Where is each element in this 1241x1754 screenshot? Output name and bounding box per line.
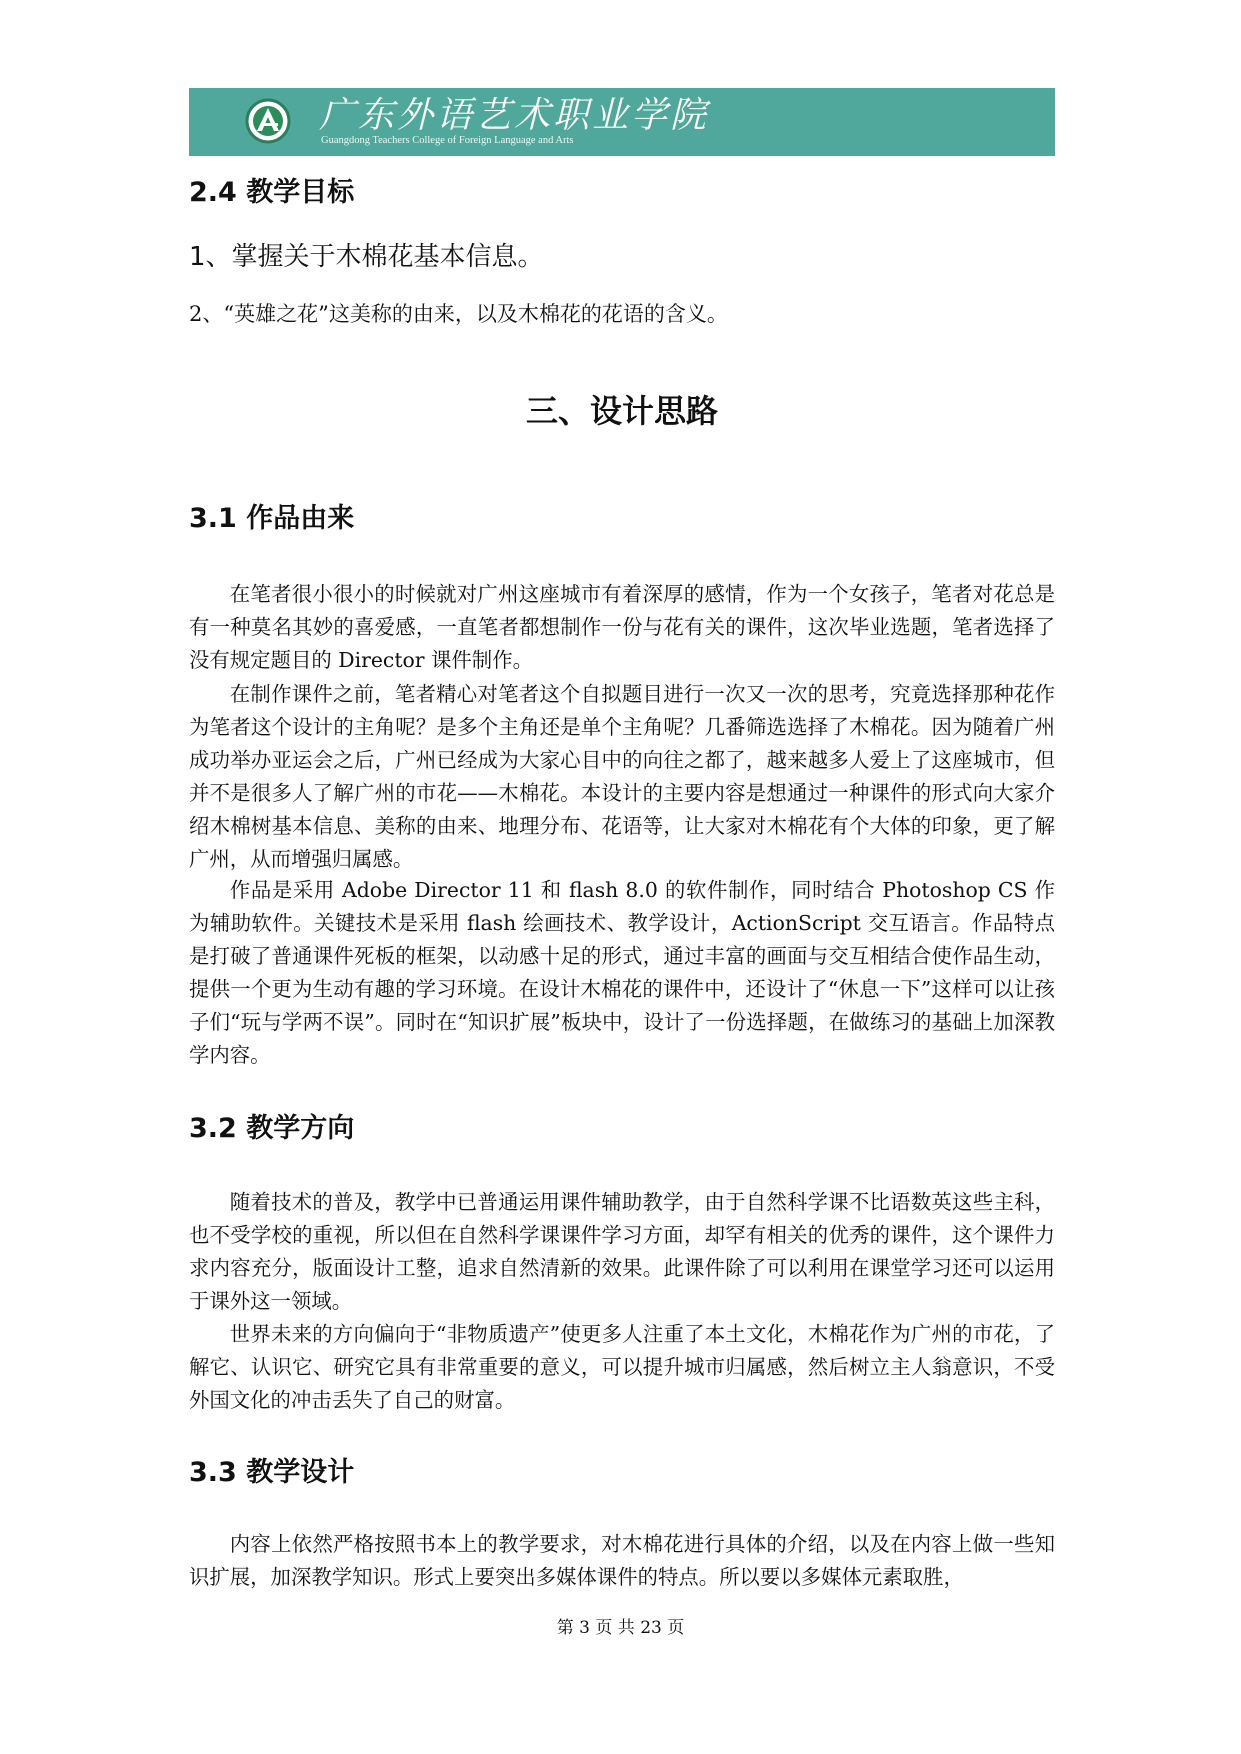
school-name-cn: 广东外语艺术职业学院 xyxy=(319,95,710,136)
paragraph-3-3-1: 内容上依然严格按照书本上的教学要求，对木棉花进行具体的介绍，以及在内容上做一些知识扩展，加深教学知识。形式上要突出多媒体课件的特点。所以要以多媒体元素取胜， xyxy=(189,1532,1055,1589)
paragraph-3-1-2: 在制作课件之前，笔者精心对笔者这个自拟题目进行一次又一次的思考，究竟选择那种花作为笔者这个设计的主角呢？是多个主角还是单个主角呢？几番筛选选择了木棉花。因为随着广州成功举办亚运会之后，广州已经成为大家心目中的向往之都了，越来越多人爱上了这座城市，但并不是很多人了解广州的市花——木棉花。本设计的主要内容是想通过一种课件的形式向大家介绍木棉树基本信息、美称的由来、地理分布、花语等，让大家对木棉花有个大体的印象，更了解广州，从而增强归属感。 xyxy=(189,682,1055,871)
paragraph-3-1-1: 在笔者很小很小的时候就对广州这座城市有着深厚的感情，作为一个女孩子，笔者对花总是有一种莫名其妙的喜爱感，一直笔者都想制作一份与花有关的课件，这次毕业选题，笔者选择了没有规定题目的 Director 课件制作。 xyxy=(189,582,1055,672)
section-heading-2-4: 2.4 教学目标 xyxy=(189,177,355,208)
chapter-heading: 三、设计思路 xyxy=(525,392,718,430)
page-number-footer: 第 3 页 共 23 页 xyxy=(556,1618,685,1638)
paragraph-3-2-1: 随着技术的普及，教学中已普通运用课件辅助教学，由于自然科学课不比语数英这些主科，也不受学校的重视，所以但在自然科学课课件学习方面，却罕有相关的优秀的课件，这个课件力求内容充分，版面设计工整，追求自然清新的效果。此课件除了可以利用在课堂学习还可以运用于课外这一领域。 xyxy=(189,1190,1055,1313)
paragraph-3-1-3: 作品是采用 Adobe Director 11 和 flash 8.0 的软件制作，同时结合 Photoshop CS 作为辅助软件。关键技术是采用 flash 绘画技术、教学设计，ActionScript 交互语言。作品特点是打破了普通课件死板的框架，以动感十足的形式，通过丰富的画面与交互相结合使作品生动，提供一个更为生动有趣的学习环境。在设计木棉花的课件中，还设计了“休息一下”这样可以让孩子们“玩与学两不误”。同时在“知识扩展”板块中，设计了一份选择题，在做练习的基础上加深教学内容。 xyxy=(189,878,1055,1067)
goal-item-1: 1、掌握关于木棉花基本信息。 xyxy=(189,242,544,272)
page-header-banner xyxy=(189,88,1055,156)
college-emblem-icon xyxy=(245,98,291,144)
paragraph-3-2-2: 世界未来的方向偏向于“非物质遗产”使更多人注重了本土文化，木棉花作为广州的市花，了解它、认识它、研究它具有非常重要的意义，可以提升城市归属感，然后树立主人翁意识，不受外国文化的冲击丢失了自己的财富。 xyxy=(189,1322,1055,1412)
section-heading-3-2: 3.2 教学方向 xyxy=(189,1113,355,1144)
goal-item-2: 2、“英雄之花”这美称的由来，以及木棉花的花语的含义。 xyxy=(189,302,728,326)
section-heading-3-1: 3.1 作品由来 xyxy=(189,503,355,534)
section-heading-3-3: 3.3 教学设计 xyxy=(189,1457,355,1488)
school-name-en: Guangdong Teachers College of Foreign Language and Arts xyxy=(321,135,574,146)
